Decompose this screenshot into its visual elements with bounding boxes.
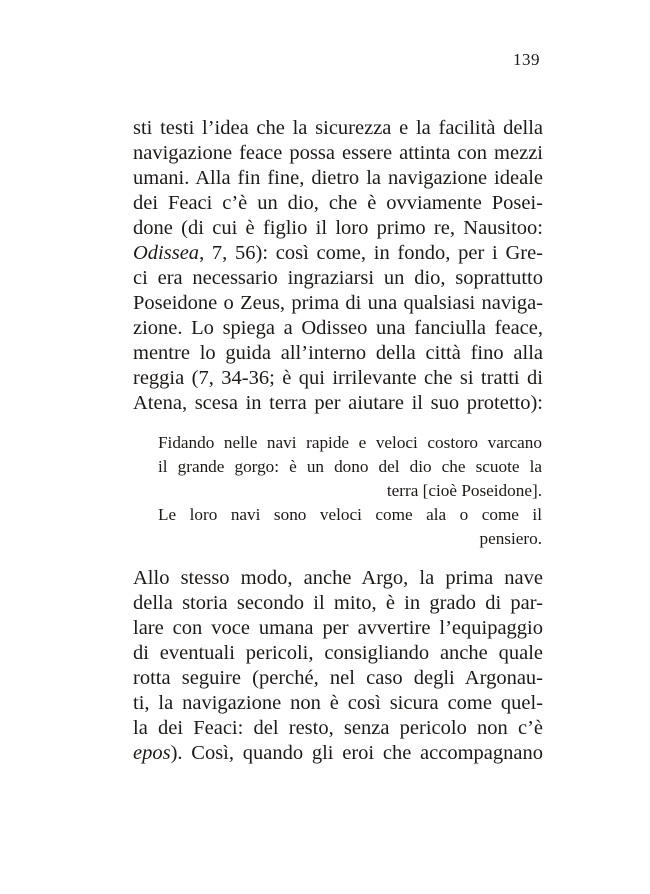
quote-line: terra [cioè Poseidone]. xyxy=(386,481,542,500)
text-line: Allo stesso modo, anche Argo, la prima nave xyxy=(133,567,543,589)
text-line: Atena, scesa in terra per aiutare il suo protetto): xyxy=(133,392,543,414)
quote-line: Fidando nelle navi rapide e veloci costoro varcano xyxy=(158,433,542,452)
text-line: ti, la navigazione non è così sicura come quel- xyxy=(133,692,543,714)
text-line: done (di cui è figlio il loro primo re, Nausitoo: xyxy=(133,217,543,239)
text-line: sti testi l’idea che la sicurezza e la facilità della xyxy=(133,117,543,139)
text-line: zione. Lo spiega a Odisseo una fanciulla feace, xyxy=(133,317,543,339)
quote-line: il grande gorgo: è un dono del dio che scuote la xyxy=(158,457,542,476)
quote-line: pensiero. xyxy=(479,529,542,548)
text-run: , 7, 56): così come, in fondo, per i Gre- xyxy=(199,242,543,264)
text-line: dei Feaci c’è un dio, che è ovviamente Posei- xyxy=(133,192,543,214)
page-number: 139 xyxy=(513,50,540,69)
text-line: della storia secondo il mito, è in grado di par- xyxy=(133,592,543,614)
text-run: ). Così, quando gli eroi che accompagnano xyxy=(170,742,543,764)
text-line: lare con voce umana per avvertire l’equipaggio xyxy=(133,617,543,639)
text-line xyxy=(133,741,543,766)
body-paragraph-1 xyxy=(133,116,543,416)
text-line: reggia (7, 34-36; è qui irrilevante che si tratti di xyxy=(133,367,543,389)
text-line: navigazione feace possa essere attinta con mezzi xyxy=(133,142,543,164)
text-line xyxy=(133,241,543,266)
quote-line: Le loro navi sono veloci come ala o come il xyxy=(158,505,542,524)
text-line: Poseidone o Zeus, prima di una qualsiasi naviga- xyxy=(133,292,543,314)
text-line: mentre lo guida all’interno della città fino alla xyxy=(133,342,543,364)
text-line: rotta seguire (perché, nel caso degli Argonau- xyxy=(133,667,543,689)
body-paragraph-2 xyxy=(133,566,543,766)
italic-term: epos xyxy=(133,742,171,764)
italic-title: Odissea xyxy=(133,242,200,264)
text-line: la dei Feaci: del resto, senza pericolo non c’è xyxy=(133,717,543,739)
text-line: umani. Alla fin fine, dietro la navigazione ideale xyxy=(133,167,543,189)
text-line: ci era necessario ingraziarsi un dio, soprattutto xyxy=(133,267,543,289)
text-line: di eventuali pericoli, consigliando anche quale xyxy=(133,642,543,664)
block-quotation xyxy=(158,431,542,551)
